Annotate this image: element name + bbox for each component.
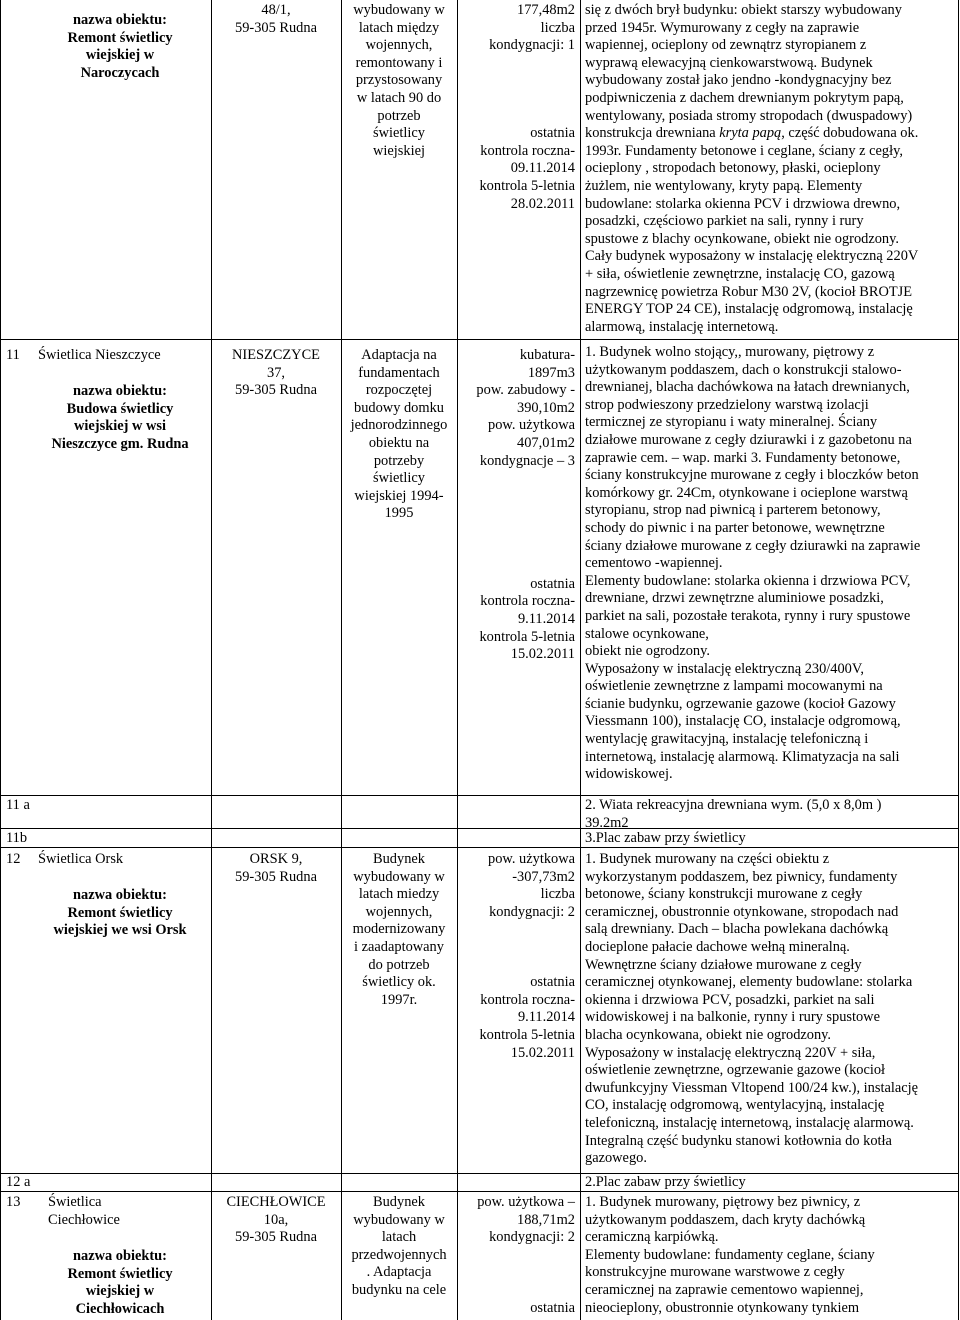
description-line: się z dwóch brył budynku: obiekt starszy wybudowany: [585, 2, 902, 18]
history-line: do potrzeb: [368, 956, 430, 973]
description-line: parkiet na sali, pozostałe terakota, rynny i rury spustowe: [585, 607, 911, 624]
object-name-label: nazwa obiektu:: [73, 383, 167, 399]
param-line: pow. użytkowa: [488, 851, 575, 867]
row-divider: [0, 339, 959, 340]
description-line: ściany działowe murowane z cegły dziurawki na zaprawie: [585, 537, 921, 554]
history-line: Budynek: [373, 1194, 425, 1210]
description-line: zaprawie cem. – wap. marki 3. Fundamenty betonowe,: [585, 449, 901, 466]
description-line: ceramiczną karpiówką.: [585, 1229, 719, 1246]
object-name-line: Remont świetlicy: [67, 904, 173, 921]
address-ciechlowice: [213, 1194, 339, 1247]
param-line: [459, 55, 575, 73]
description-line: żużlem, nie wentylowany, kryty papą. Elementy: [585, 177, 863, 194]
row-number: 12 a: [6, 1174, 31, 1190]
description-line: strop podwieszony przedzielony warstwą izolacji: [585, 396, 869, 413]
history-ciechlowice: [343, 1194, 455, 1300]
param-line: kondygnacje – 3: [479, 452, 575, 469]
param-line: 28.02.2011: [510, 195, 575, 212]
table-border-right: [958, 0, 959, 1320]
param-line: [459, 1282, 575, 1300]
param-line: pow. użytkowa –: [477, 1194, 575, 1210]
history-line: latach: [381, 1229, 417, 1246]
description-line: styropianu, strop nad piwnicą i parterem betonowy,: [585, 502, 881, 519]
description-line: 1. Budynek murowany na części obiektu z: [585, 851, 830, 867]
history-line: 1995: [384, 505, 414, 522]
history-line: świetlicy ok.: [362, 974, 436, 991]
param-line: [459, 1247, 575, 1265]
emphasis-text: kryta papą: [719, 125, 782, 142]
param-line: kubatura-: [519, 347, 575, 363]
history-line: wybudowany w: [353, 868, 445, 885]
object-name-line: Remont świetlicy: [67, 1265, 173, 1282]
param-line: liczba: [540, 19, 575, 36]
address-naroczyce: [213, 2, 339, 37]
address-orsk: [213, 851, 339, 886]
history-line: rozpoczętej: [365, 382, 433, 399]
history-line: latach miedzy: [358, 886, 440, 903]
description-line: stalowe ocynkowane,: [585, 625, 709, 642]
description-line: Wyposażony w instalację elektryczną 230/400V,: [585, 660, 864, 677]
object-name-line: Naroczycach: [80, 64, 160, 81]
row-title-nieszczyce: [38, 347, 210, 365]
description-line: drewnianej, blacha dachówkowa na łatach drewnianych,: [585, 379, 910, 396]
history-line: Adaptacja na: [361, 347, 437, 363]
history-line: wiejskiej: [373, 142, 425, 159]
object-name-label: nazwa obiektu:: [73, 1248, 167, 1264]
param-line: 9.11.2014: [517, 1009, 575, 1026]
description-line: 1. Budynek wolno stojący,, murowany, piętrowy z: [585, 344, 875, 360]
param-line: [459, 541, 575, 559]
param-line: -307,73m2: [512, 868, 575, 885]
table-border-left: [0, 0, 1, 1320]
description-12a: [585, 1174, 953, 1192]
description-line: docieplone pałacie dachowe wełną mineralną.: [585, 938, 850, 955]
history-line: fundamentach: [358, 364, 440, 381]
description-line: ceramicznej na zaprawie cementowo wapiennej,: [585, 1281, 864, 1298]
column-divider-name-address: [211, 0, 212, 1320]
description-line: ścianie budynku, ogrzewanie gazowe (kocioł Gazowy: [585, 695, 896, 712]
description-line: alarmową, instalację internetową.: [585, 318, 779, 335]
description-line: cementowo -wapiennej.: [585, 555, 723, 572]
address-line: 59-305 Rudna: [235, 868, 317, 885]
history-naroczyce: [343, 2, 455, 160]
description-line: nieocieplony, obustronnie otynkowany tynkiem: [585, 1299, 860, 1316]
address-line: NIESZCZYCE: [232, 347, 320, 363]
param-line: kontrola roczna-: [480, 142, 575, 159]
param-line: liczba: [540, 886, 575, 903]
param-line: kontrola 5-letnia: [479, 177, 575, 194]
history-line: i zaadaptowany: [354, 938, 444, 955]
description-line: ściany konstrukcyjne murowane z cegły i bloczków beton: [585, 467, 919, 484]
description-line: wapiennej, ocieplony od zewnątrz styropianem z: [585, 37, 867, 54]
history-line: wybudowany w: [353, 2, 445, 18]
description-line: betonowe, ściany konstrukcji murowane z cegły: [585, 886, 863, 903]
row-title: Świetlica: [48, 1194, 102, 1210]
history-line: potrzeb: [377, 107, 421, 124]
object-name-label: nazwa obiektu:: [73, 12, 167, 28]
description-line: blacha ocynkowana, obiekt nie ogrodzony.: [585, 1026, 832, 1043]
object-name-line: wiejskiej w: [85, 1283, 155, 1300]
params-naroczyce: [459, 2, 575, 213]
description-naroczyce: [585, 2, 953, 336]
row-title: Świetlica Orsk: [38, 851, 124, 867]
history-line: wojennych,: [365, 37, 433, 54]
description-line: dwufunkcyjny Viessman Vltopend 100/24 kw.), instalację: [585, 1079, 918, 1096]
description-line: działowe murowane z cegły dziurawki i z gazobetonu na: [585, 431, 912, 448]
description-line: 1993r. Fundamenty betonowe i ceglane, ściany z cegły,: [585, 142, 903, 159]
param-line: [459, 957, 575, 975]
description-line: Wyposażony w instalację elektryczną 220V + siła,: [585, 1044, 876, 1061]
description-line: [585, 125, 953, 143]
object-name-orsk: [40, 887, 200, 940]
param-line: [459, 939, 575, 957]
row-title-orsk: [38, 851, 210, 869]
description-text: konstrukcja drewniana kryta papą, część dobudowana ok.: [585, 125, 919, 142]
history-line: świetlicy: [373, 470, 425, 487]
param-line: kontrola roczna-: [480, 991, 575, 1008]
row-title: Ciechłowice: [48, 1211, 120, 1228]
param-line: kontrola roczna-: [480, 593, 575, 610]
description-line: okienna i drzwiowa PCV, posadzki, parkiet na sali: [585, 991, 875, 1008]
param-line: [459, 90, 575, 108]
param-line: kontrola 5-letnia: [479, 1026, 575, 1043]
history-line: remontowany i: [355, 54, 443, 71]
description-line: schody do piwnic i na parter betonowe, wewnętrzne: [585, 519, 885, 536]
row-number: 11 a: [6, 797, 30, 813]
history-line: jednorodzinnego: [350, 417, 448, 434]
object-name-line: wiejskiej we wsi Orsk: [53, 922, 187, 939]
history-line: przedwojennych: [351, 1246, 447, 1263]
description-line: 2. Wiata rekreacyjna drewniana wym. (5,0 x 8,0m ): [585, 797, 882, 813]
address-nieszczyce: [213, 347, 339, 400]
param-line: [459, 505, 575, 523]
description-line: wyprawą elewacyjną cienkowarstwową. Budynek: [585, 54, 873, 71]
address-line: 37,: [267, 364, 285, 381]
description-line: Integralną część budynku stanowi kotłownia do kotła: [585, 1132, 892, 1149]
param-line: 15.02.2011: [510, 1044, 575, 1061]
param-line: kondygnacji: 1: [489, 37, 575, 54]
object-name-line: Ciechłowicach: [75, 1300, 165, 1317]
description-line: wykorzystanym poddaszem, bez piwnicy, fundamenty: [585, 868, 898, 885]
history-line: budowy domku: [354, 399, 444, 416]
param-line: [459, 108, 575, 126]
history-line: Budynek: [373, 851, 425, 867]
param-line: ostatnia: [530, 125, 575, 142]
params-ciechlowice: [459, 1194, 575, 1317]
param-line: 188,71m2: [517, 1211, 575, 1228]
param-line: ostatnia: [530, 575, 575, 592]
param-line: [459, 523, 575, 541]
row-title: Świetlica Nieszczyce: [38, 347, 161, 363]
object-name-ciechlowice: [40, 1248, 200, 1318]
description-line: Wewnętrzne ściany działowe murowane z cegły: [585, 956, 862, 973]
param-line: kondygnacji: 2: [489, 1229, 575, 1246]
description-line: spustowe z blachy ocynkowane, obiekt nie ogrodzony.: [585, 230, 899, 247]
params-orsk: [459, 851, 575, 1062]
description-line: oświetlenie zewnętrzne z lampami mocowanymi na: [585, 678, 883, 695]
description-line: konstrukcyjne murowane warstwowe z cegły: [585, 1264, 845, 1281]
description-line: gazowego.: [585, 1150, 647, 1167]
description-line: drewniane, drzwi zewnętrzne aluminiowe posadzki,: [585, 590, 884, 607]
description-line: widowiskowej i na balkonie, rynny i rury spustowe: [585, 1009, 880, 1026]
param-line: [459, 72, 575, 90]
description-line: komórkowy gr. 24Cm, otynkowane i ocieplone warstwą: [585, 484, 908, 501]
description-line: 3.Plac zabaw przy świetlicy: [585, 830, 746, 846]
param-line: 15.02.2011: [510, 646, 575, 663]
row-number: 11b: [6, 830, 28, 846]
description-line: Cały budynek wyposażony w instalację elektryczną 220V: [585, 248, 919, 265]
description-11a: [585, 797, 953, 832]
description-nieszczyce: [585, 344, 953, 784]
description-line: 1. Budynek murowany, piętrowy bez piwnicy, z: [585, 1194, 861, 1210]
description-line: posadzki, częściowo parkiet na sali, rynny i rury: [585, 213, 864, 230]
address-line: 59-305 Rudna: [235, 19, 317, 36]
description-line: 39.2m2: [585, 814, 629, 831]
description-line: użytkowanym poddaszem, dach kryty dachówką: [585, 1211, 866, 1228]
param-line: 407,01m2: [517, 434, 575, 451]
param-line: [459, 921, 575, 939]
object-name-nieszczyce: [40, 383, 200, 453]
description-line: termicznej ze styropianu i waty mineralnej. Ściany: [585, 414, 878, 431]
column-divider-history-params: [457, 0, 458, 1320]
param-line: ostatnia: [530, 974, 575, 991]
description-line: budowlane: stolarka okienna PCV i drzwiowa drewno,: [585, 195, 901, 212]
description-line: Elementy budowlane: fundamenty ceglane, ściany: [585, 1246, 875, 1263]
description-line: podpiwniczenia z dachem drewnianym pokrytym papą,: [585, 89, 904, 106]
address-line: CIECHŁOWICE: [226, 1194, 326, 1210]
row-title-ciechlowice: [48, 1194, 208, 1229]
description-ciechlowice: [585, 1194, 953, 1317]
row-number: 12: [6, 851, 21, 867]
description-line: salą drewniany. Dach – blacha powlekana dachówką: [585, 921, 889, 938]
param-line: 390,10m2: [517, 399, 575, 416]
history-line: . Adaptacja: [366, 1264, 432, 1281]
object-name-line: wiejskiej w wsi: [74, 418, 166, 435]
param-line: [459, 470, 575, 488]
param-line: ostatnia: [530, 1299, 575, 1316]
history-line: 1997r.: [380, 991, 418, 1008]
object-name-line: Nieszczyce gm. Rudna: [51, 435, 189, 452]
history-line: budynku na cele: [351, 1281, 447, 1298]
address-line: 59-305 Rudna: [235, 382, 317, 399]
history-line: w latach 90 do: [356, 89, 442, 106]
param-line: [459, 488, 575, 506]
object-name-naroczyce: [40, 12, 200, 82]
param-line: pow. użytkowa: [488, 417, 575, 434]
row-number: 13: [6, 1194, 21, 1210]
history-line: przystosowany: [355, 72, 443, 89]
history-nieszczyce: [343, 347, 455, 523]
description-line: CO, instalację odgromową, wentylacyjną, instalację: [585, 1097, 885, 1114]
object-name-line: wiejskiej w: [85, 47, 155, 64]
history-line: wojennych,: [365, 903, 433, 920]
param-line: [459, 558, 575, 576]
column-divider-params-description: [580, 0, 581, 1320]
param-line: 9.11.2014: [517, 610, 575, 627]
param-line: 1897m3: [527, 364, 575, 381]
description-line: ENERGY TOP 24 CE), instalację odgromową, instalację: [585, 301, 913, 318]
object-name-line: Budowa świetlicy: [66, 400, 174, 417]
param-line: 177,48m2: [517, 2, 575, 18]
row-number: 11: [6, 347, 20, 363]
address-line: 59-305 Rudna: [235, 1229, 317, 1246]
param-line: pow. zabudowy -: [476, 382, 575, 399]
object-name-line: Remont świetlicy: [67, 29, 173, 46]
address-line: ORSK 9,: [249, 851, 303, 867]
params-nieszczyce: [459, 347, 575, 664]
description-orsk: [585, 851, 953, 1168]
description-line: wentylację grawitacyjną, instalację telefoniczną i: [585, 731, 869, 748]
description-line: ceramicznej otynkowanej, elementy budowlane: stolarka: [585, 974, 913, 991]
description-line: internetową, instalację alarmową. Klimatyzacja na sali: [585, 748, 900, 765]
param-line: [459, 1264, 575, 1282]
address-line: 10a,: [263, 1211, 289, 1228]
param-line: kondygnacji: 2: [489, 903, 575, 920]
description-line: widowiskowej.: [585, 766, 673, 783]
description-line: 2.Plac zabaw przy świetlicy: [585, 1174, 746, 1190]
object-name-label: nazwa obiektu:: [73, 887, 167, 903]
history-orsk: [343, 851, 455, 1009]
row-divider: [0, 795, 959, 796]
description-line: oświetlenie zewnętrzne, ogrzewanie gazowe (kocioł: [585, 1062, 886, 1079]
history-line: potrzeby: [373, 452, 425, 469]
column-divider-address-history: [341, 0, 342, 1320]
description-11b: [585, 830, 953, 848]
description-line: użytkowanym poddaszem, dach o konstrukcji stalowo-: [585, 361, 902, 378]
history-line: świetlicy: [373, 125, 425, 142]
description-line: przed 1945r. Wymurowany z cegły na zaprawie: [585, 19, 860, 36]
param-line: 09.11.2014: [510, 160, 575, 177]
param-line: kontrola 5-letnia: [479, 628, 575, 645]
description-line: ocieplony , stropodach betonowy, płaski, ocieplony: [585, 160, 881, 177]
history-line: wybudowany w: [353, 1211, 445, 1228]
history-line: wiejskiej 1994-: [354, 487, 444, 504]
description-line: telefoniczną, instalację internetową, instalację alarmową.: [585, 1114, 914, 1131]
description-line: + siła, oświetlenie zewnętrzne, instalację CO, gazową: [585, 265, 895, 282]
history-line: modernizowany: [352, 921, 446, 938]
description-line: obiekt nie ogrodzony.: [585, 643, 710, 660]
description-line: Viessmann 100), instalację CO, instalacje odgromową,: [585, 713, 901, 730]
description-line: Elementy budowlane: stolarka okienna i drzwiowa PCV,: [585, 572, 911, 589]
history-line: latach między: [358, 19, 440, 36]
description-line: ceramicznej, obustronnie otynkowane, stropodach nad: [585, 903, 899, 920]
description-line: wentylowany, posiada stromy stropodach (dwuspadowy): [585, 107, 913, 124]
address-line: 48/1,: [261, 2, 291, 18]
description-line: wybudowany został jako jendno -kondygnacyjny bez: [585, 72, 892, 89]
history-line: obiektu na: [368, 434, 430, 451]
description-line: nagrzewnicę powietrza Robur M30 2V, (kocioł BROTJE: [585, 283, 913, 300]
